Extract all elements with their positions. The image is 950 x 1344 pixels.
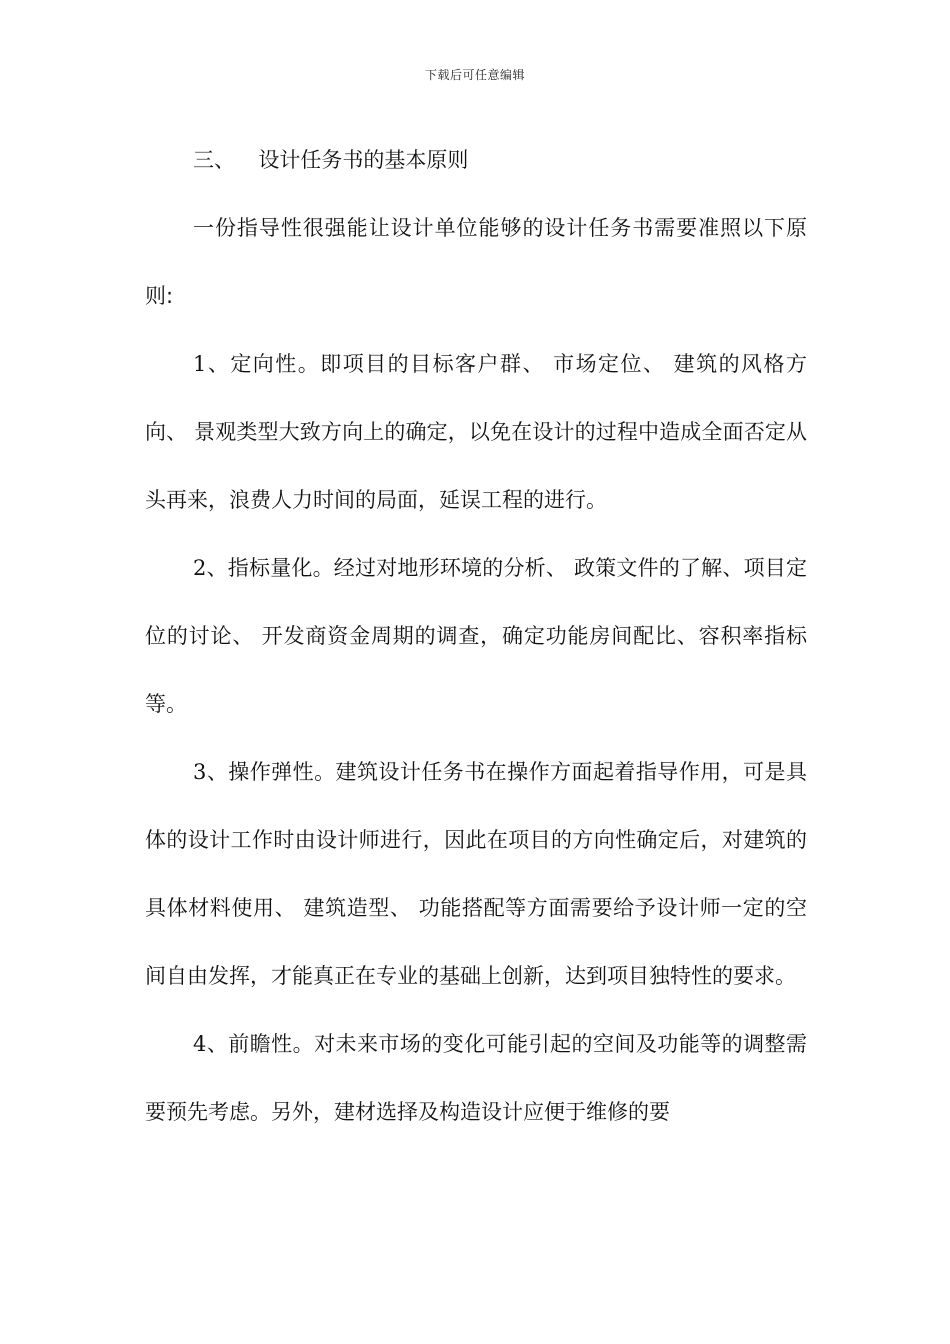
page-header: 下载后可任意编辑 [424, 68, 525, 82]
section-heading [145, 126, 807, 194]
paragraph-number: 1 [193, 352, 207, 376]
principle-paragraph-2 [145, 534, 807, 738]
paragraph-number: 4 [193, 1032, 207, 1056]
section-title: 设计任务书的基本原则 [258, 148, 469, 172]
paragraph-text: 、前瞻性。对未来市场的变化可能引起的空间及功能等的调整需要预先考虑。另外，建材选择及构造设计应便于维修的要 [145, 1032, 807, 1124]
principle-paragraph-1 [145, 330, 807, 534]
intro-paragraph [145, 194, 807, 330]
paragraph-text: 一份指导性很强能让设计单位能够的设计任务书需要准照以下原则: [145, 216, 807, 308]
principle-paragraph-3 [145, 738, 807, 1010]
principle-paragraph-4 [145, 1010, 807, 1146]
document-body [145, 126, 807, 1146]
paragraph-text: 、操作弹性。建筑设计任务书在操作方面起着指导作用，可是具体的设计工作时由设计师进行，因此在项目的方向性确定后，对建筑的具体材料使用、 建筑造型、 功能搭配等方面需要给予设计师一定的空间自由发挥，才能真正在专业的基础上创新，达到项目独特性的要求。 [145, 760, 807, 988]
paragraph-text: 、定向性。即项目的目标客户群、 市场定位、 建筑的风格方向、 景观类型大致方向上的确定，以免在设计的过程中造成全面否定从头再来，浪费人力时间的局面，延误工程的进行。 [145, 352, 807, 512]
section-number: 三、 [193, 148, 235, 172]
paragraph-number: 2 [193, 556, 207, 580]
paragraph-text: 、指标量化。经过对地形环境的分析、 政策文件的了解、项目定位的讨论、 开发商资金周期的调查，确定功能房间配比、容积率指标等。 [145, 556, 807, 716]
paragraph-number: 3 [193, 760, 207, 784]
